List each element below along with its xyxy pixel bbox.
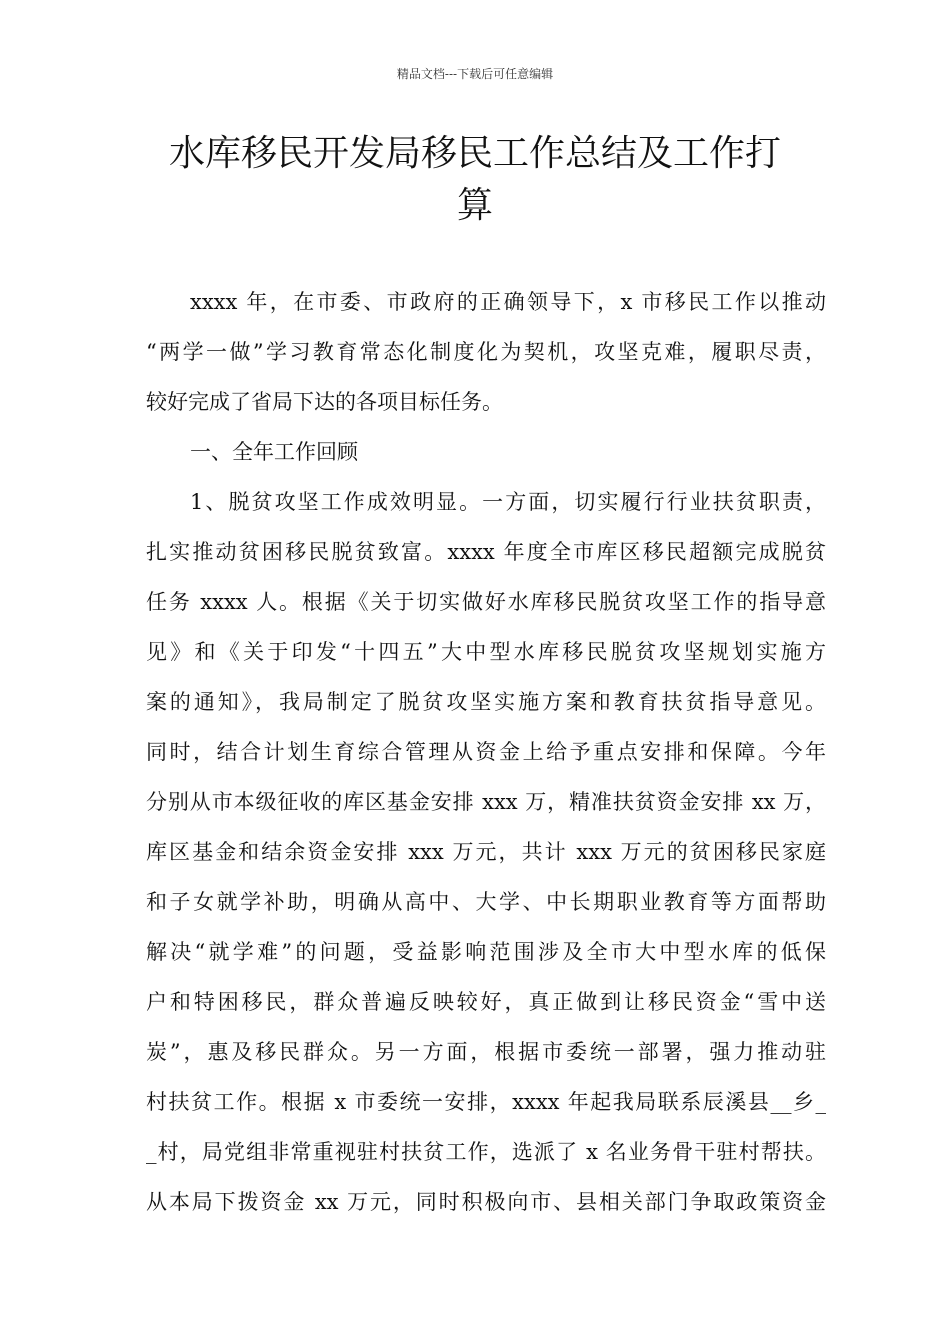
header-note: 精品文档---下载后可任意编辑 bbox=[396, 67, 554, 81]
text-line: 一、全年工作回顾 bbox=[190, 440, 358, 464]
title-line-2: 算 bbox=[456, 185, 493, 226]
text-line: 见》和《关于印发“十四五”大中型水库移民脱贫攻坚规划实施方 bbox=[146, 640, 826, 664]
text-line: 扎实推动贫困移民脱贫致富。xxxx 年度全市库区移民超额完成脱贫 bbox=[146, 540, 826, 564]
text-line: “两学一做”学习教育常态化制度化为契机，攻坚克难，履职尽责， bbox=[146, 340, 826, 364]
title-line-1: 水库移民开发局移民工作总结及工作打 bbox=[168, 133, 781, 174]
text-line: 库区基金和结余资金安排 xxx 万元，共计 xxx 万元的贫困移民家庭 bbox=[146, 840, 826, 864]
text-line: 村扶贫工作。根据 x 市委统一安排，xxxx 年起我局联系辰溪县__乡_ bbox=[146, 1090, 826, 1114]
text-line: 任务 xxxx 人。根据《关于切实做好水库移民脱贫攻坚工作的指导意 bbox=[146, 590, 826, 614]
text-line: 较好完成了省局下达的各项目标任务。 bbox=[146, 390, 503, 414]
text-line: 案的通知》，我局制定了脱贫攻坚实施方案和教育扶贫指导意见。 bbox=[146, 690, 826, 714]
section-heading bbox=[146, 427, 826, 477]
text-line: 解决“就学难”的问题，受益影响范围涉及全市大中型水库的低保 bbox=[146, 940, 826, 964]
text-line: _村，局党组非常重视驻村扶贫工作，选派了 x 名业务骨干驻村帮扶。 bbox=[146, 1140, 826, 1164]
text-line: 户和特困移民，群众普遍反映较好，真正做到让移民资金“雪中送 bbox=[146, 990, 826, 1014]
text-line: 分别从市本级征收的库区基金安排 xxx 万，精准扶贫资金安排 xx 万， bbox=[146, 790, 826, 814]
document-body bbox=[146, 277, 826, 1227]
text-line: 同时，结合计划生育综合管理从资金上给予重点安排和保障。今年 bbox=[146, 740, 826, 764]
text-line: 炭”，惠及移民群众。另一方面，根据市委统一部署，强力推动驻 bbox=[146, 1040, 826, 1064]
document-title bbox=[140, 128, 810, 232]
text-line: 和子女就学补助，明确从高中、大学、中长期职业教育等方面帮助 bbox=[146, 890, 826, 914]
paragraph-intro bbox=[146, 277, 826, 427]
paragraph-poverty-alleviation bbox=[146, 477, 826, 1227]
text-line: 1、脱贫攻坚工作成效明显。一方面，切实履行行业扶贫职责， bbox=[190, 490, 826, 514]
text-line: xxxx 年，在市委、市政府的正确领导下，x 市移民工作以推动 bbox=[190, 290, 826, 314]
text-line: 从本局下拨资金 xx 万元，同时积极向市、县相关部门争取政策资金 bbox=[146, 1190, 826, 1214]
